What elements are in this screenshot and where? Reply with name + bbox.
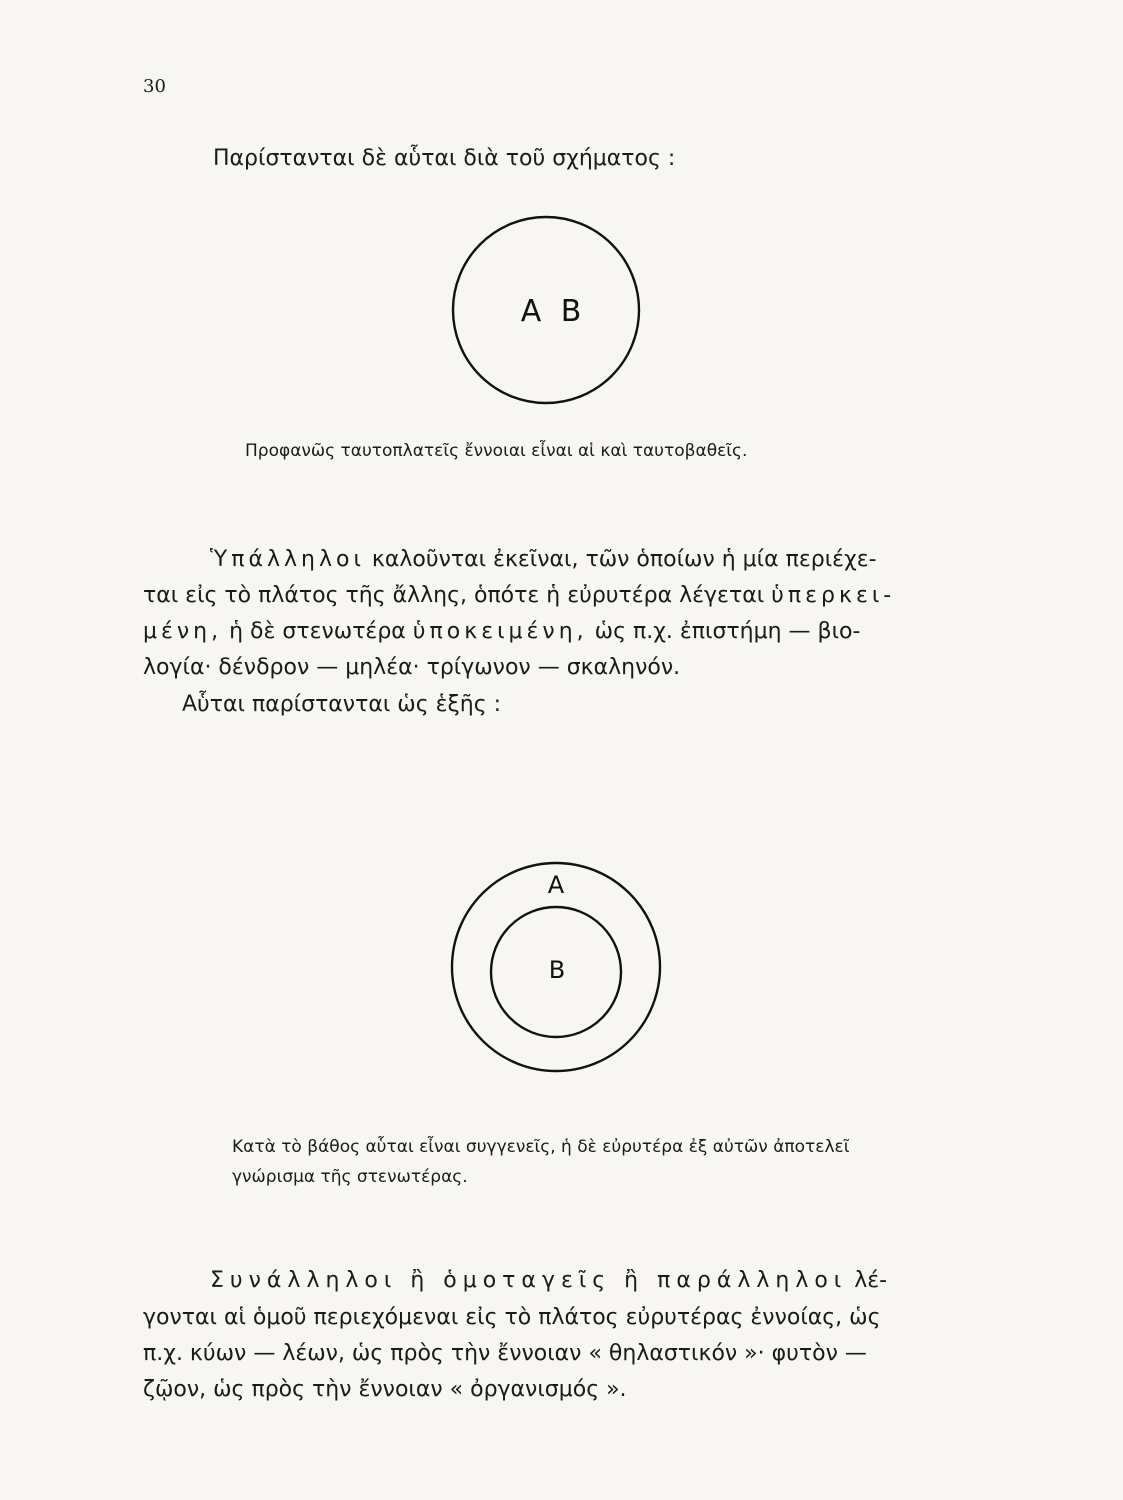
page-number: 30 [143, 76, 166, 97]
intro-text: Παρίστανται δὲ αὗται διὰ τοῦ σχήματος : [213, 146, 676, 171]
caption-identical: Προφανῶς ταυτοπλατεῖς ἔννοιαι εἶναι αἱ καὶ ταυτοβαθεῖς. [245, 441, 748, 461]
para2-line4: ζῷον, ὡς πρὸς τὴν ἔννοιαν « ὀργανισμός ». [143, 1377, 627, 1402]
caption-subordinate-line1: Κατὰ τὸ βάθος αὗται εἶναι συγγενεῖς, ἡ δὲ εὐρυτέρα ἐξ αὐτῶν ἀποτελεῖ [232, 1137, 850, 1157]
term-synalleloi: Συνάλληλοι ἢ ὁμοταγεῖς ἢ παράλληλοι [210, 1268, 848, 1293]
diagram-identical-concepts [453, 217, 639, 403]
label-b: B [548, 956, 566, 984]
para2-line2: γονται αἱ ὁμοῦ περιεχόμεναι εἰς τὸ πλάτος εὐρυτέρας ἐννοίας, ὡς [143, 1305, 881, 1330]
para1-line3: μένη, ἡ δὲ στενωτέρα ὑποκειμένη, ὡς π.χ. ἐπιστήμη — βιο- [143, 619, 861, 644]
label-a: A [520, 294, 542, 329]
intro2-text: Αὗται παρίστανται ὡς ἑξῆς : [182, 692, 502, 717]
para2-line1: Συνάλληλοι ἢ ὁμοταγεῖς ἢ παράλληλοι λέ- [210, 1268, 888, 1293]
para1-line1: Ὑπάλληλοι καλοῦνται ἐκεῖναι, τῶν ὁποίων ἡ μία περιέχε- [210, 547, 877, 572]
caption-subordinate-line2: γνώρισμα τῆς στενωτέρας. [232, 1167, 468, 1187]
term-hypalleloi: Ὑπάλληλοι [210, 547, 365, 572]
circle-ab [453, 217, 639, 403]
term-hypokeimene: ὑποκειμένη, [412, 619, 588, 644]
para2-line3: π.χ. κύων — λέων, ὡς πρὸς τὴν ἔννοιαν « θηλαστικόν »· φυτὸν — [143, 1341, 867, 1366]
term-hyperkeimene: ὑπερκει- [771, 583, 896, 608]
label-a: A [547, 871, 565, 899]
para1-line4: λογία· δένδρον — μηλέα· τρίγωνον — σκαληνόν. [143, 655, 681, 680]
label-b: B [560, 294, 582, 329]
diagram-subordinate-concepts [452, 863, 660, 1071]
para1-line2: ται εἰς τὸ πλάτος τῆς ἄλλης, ὁπότε ἡ εὐρυτέρα λέγεται ὑπερκει- [143, 583, 896, 608]
